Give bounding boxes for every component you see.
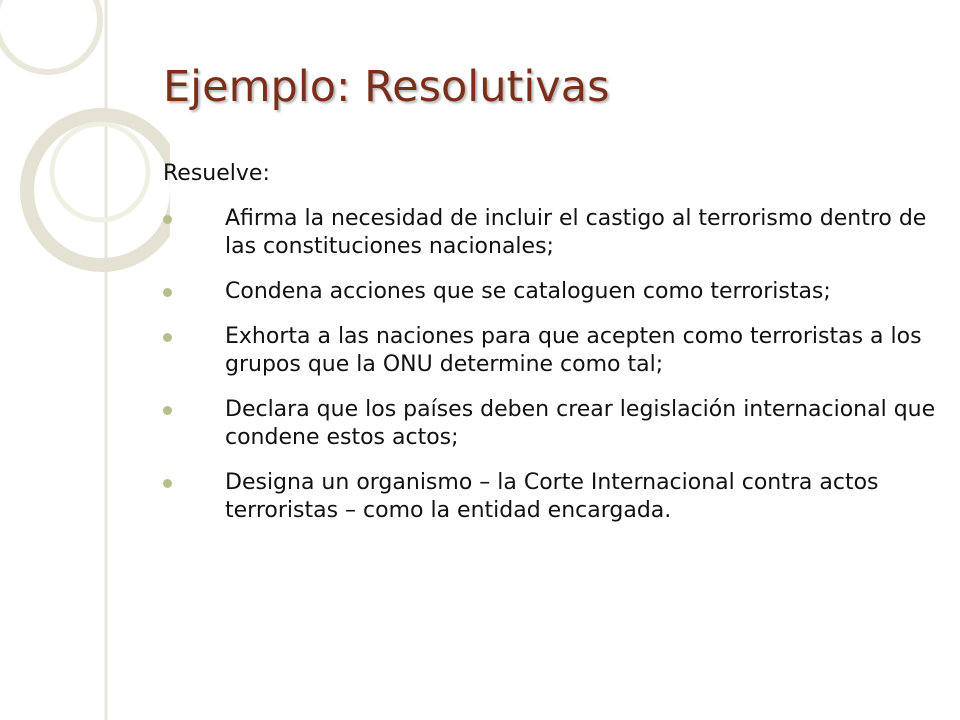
list-item (163, 396, 943, 452)
list-item-text: Afirma la necesidad de incluir el castigo al terrorismo dentro de las constituciones nacionales; (225, 206, 927, 259)
decorative-rings (0, 0, 170, 720)
resolution-list (163, 205, 943, 525)
list-item (163, 469, 943, 525)
list-item (163, 205, 943, 261)
ring-inner (52, 124, 148, 220)
bullet-icon (163, 288, 172, 297)
bullet-icon (163, 479, 172, 488)
list-item-text: Designa un organismo – la Corte Internacional contra actos terroristas – como la entidad encargada. (225, 470, 879, 523)
bullet-icon (163, 215, 172, 224)
list-item-text: Condena acciones que se cataloguen como terroristas; (225, 279, 831, 304)
list-item-text: Declara que los países deben crear legislación internacional que condene estos actos; (225, 397, 936, 450)
lead-text: Resuelve: (163, 161, 270, 186)
list-item (163, 323, 943, 379)
slide-title: Ejemplo: Resolutivas (163, 62, 610, 112)
slide-body (163, 160, 943, 542)
bullet-icon (163, 333, 172, 342)
ring-large (27, 115, 170, 265)
bullet-icon (163, 406, 172, 415)
list-item-text: Exhorta a las naciones para que acepten como terroristas a los grupos que la ONU determine como tal; (225, 324, 922, 377)
ring-top (0, 0, 100, 72)
list-item (163, 278, 943, 306)
